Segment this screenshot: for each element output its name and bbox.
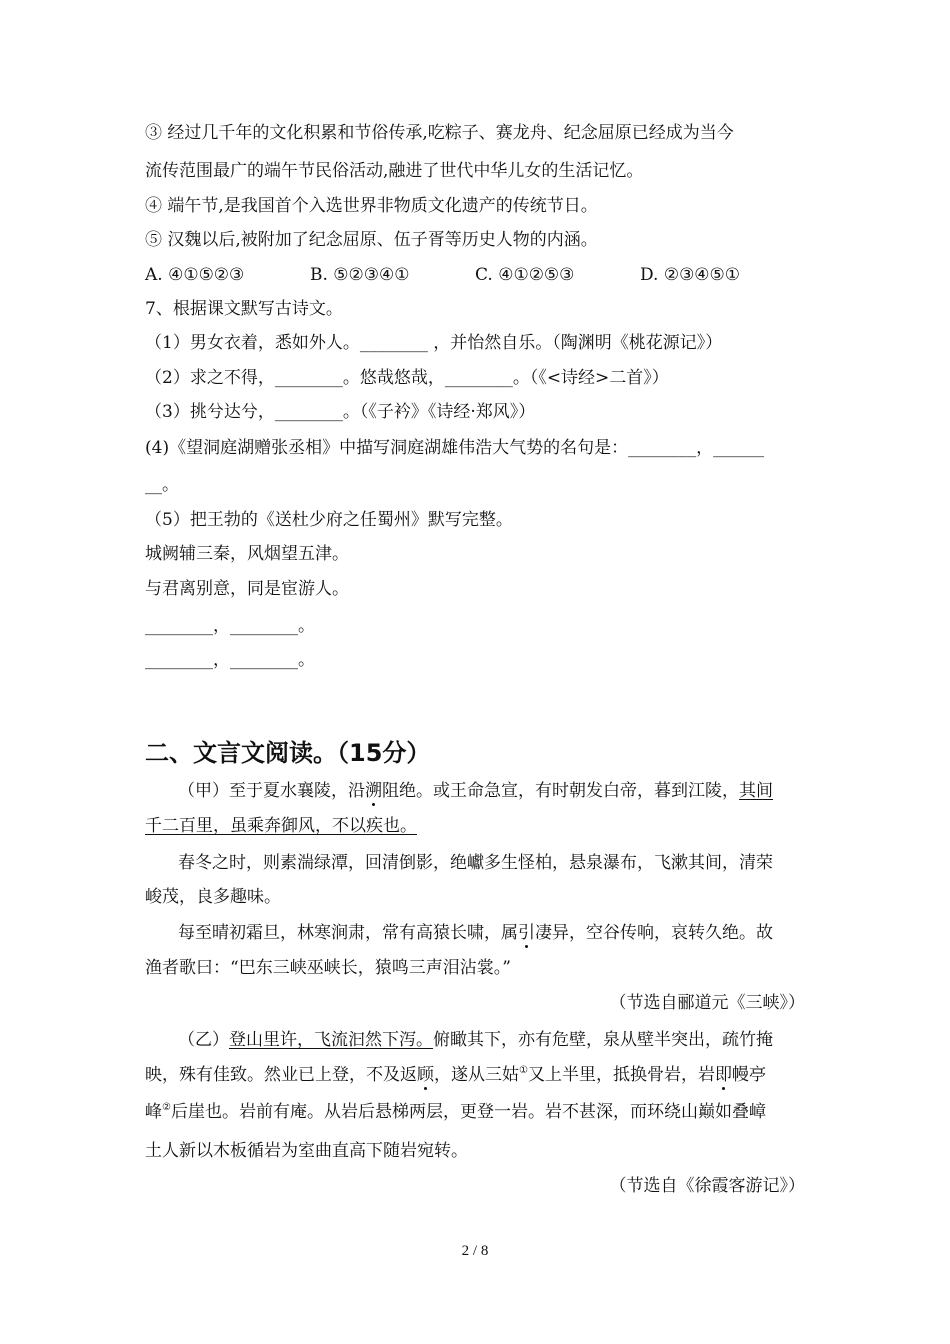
q7-sub2: （2）求之不得，________。悠哉悠哉，________。（《<诗经>二首》） [145, 368, 669, 388]
text-span: （乙） [178, 1030, 229, 1050]
text-span: 凄异，空谷传响，哀转久绝。故 [535, 923, 773, 943]
q6-item5: ⑤ 汉魏以后,被附加了纪念屈原、伍子胥等历史人物的内涵。 [145, 230, 598, 250]
text-span: 每至晴初霜旦，林寒涧肃，常有高猿长啸，属 [178, 923, 518, 943]
blank-line1: ________，________。 [145, 616, 315, 636]
jia-para3-line2: 渔者歌曰：“巴东三峡巫峡长，猿鸣三声泪沾裳。” [145, 958, 511, 978]
yi-line1 [178, 1029, 843, 1051]
yi-source: （节选自《徐霞客游记》） [609, 1176, 805, 1196]
q7-sub4-line2: __。 [145, 475, 179, 495]
jia-para2-line2: 峻茂，良多趣味。 [145, 887, 281, 907]
yi-line4: 土人新以木板循岩为室曲直高下随岩宛转。 [145, 1141, 468, 1161]
underlined-text: 其间 [739, 781, 773, 801]
q7-sub4-line1: (4)《望洞庭湖赠张丞相》中描写洞庭湖雄伟浩大气势的名句是：________，______ [145, 438, 765, 458]
text-span: 映，殊有佳致。然业已上登，不及返 [145, 1065, 417, 1085]
section-title: 二、文言文阅读。（15分） [145, 739, 431, 767]
text-span: 峰 [145, 1102, 162, 1122]
q7-sub5: （5）把王勃的《送杜少府之任蜀州》默写完整。 [145, 510, 513, 530]
underlined-text: 登山里许，飞流汩然下泻。 [229, 1030, 433, 1050]
text-span: 后崖也。岩前有庵。从岩后悬梯两层，更登一岩。岩不甚深，而环绕山巅如叠嶂 [170, 1102, 766, 1122]
underlined-text: 千二百里，虽乘奔御风，不以疾也。 [145, 816, 417, 836]
text-span: 幔亭 [731, 1065, 766, 1085]
option-a: A. ④①⑤②③ [145, 265, 245, 285]
q7-sub3: （3）挑兮达兮，________。（《子衿》《诗经·郑风》） [145, 402, 536, 422]
q6-item4: ④ 端午节,是我国首个入选世界非物质文化遗产的传统节日。 [145, 196, 598, 216]
text-span: 又上半里，抵换骨岩，岩 [527, 1065, 715, 1085]
text-span: （甲）至于夏水襄陵，沿 [178, 781, 365, 801]
q7-sub1: （1）男女衣着，悉如外人。________ ，并怡然自乐。（陶渊明《桃花源记》） [145, 333, 723, 353]
jia-para1-line1 [178, 780, 843, 802]
dotted-char: 溯 [365, 781, 382, 801]
jia-para3-line1 [178, 922, 843, 944]
dotted-char: 即 [714, 1065, 732, 1085]
yi-line3 [145, 1101, 810, 1123]
yi-line2 [145, 1064, 810, 1086]
text-span: ，遂从三姑 [434, 1065, 519, 1085]
dotted-char: 顾 [417, 1065, 434, 1085]
poem-line2: 与君离别意，同是宦游人。 [145, 579, 349, 599]
q7-title: 7、根据课文默写古诗文。 [145, 299, 343, 319]
text-span: 俯瞰其下，亦有危壁，泉从壁半突出，疏竹掩 [433, 1030, 773, 1050]
option-b: B. ⑤②③④① [310, 265, 410, 285]
text-span: 阻绝。或王命急宣，有时朝发白帝，暮到江陵， [382, 781, 739, 801]
option-d: D. ②③④⑤① [640, 265, 741, 285]
footnote-mark: ① [519, 1065, 528, 1076]
dotted-char: 引 [518, 923, 535, 943]
blank-line2: ________，________。 [145, 650, 315, 670]
page-number: 2 / 8 [461, 1243, 489, 1259]
q6-item3-line1: ③ 经过几千年的文化积累和节俗传承,吃粽子、赛龙舟、纪念屈原已经成为当今 [145, 123, 734, 143]
poem-line1: 城阙辅三秦，风烟望五津。 [145, 544, 349, 564]
footnote-mark: ② [162, 1102, 171, 1113]
q6-item3-line2: 流传范围最广的端午节民俗活动,融进了世代中华儿女的生活记忆。 [145, 161, 644, 181]
jia-source: （节选自郦道元《三峡》） [609, 993, 805, 1013]
option-c: C. ④①②⑤③ [475, 265, 575, 285]
jia-para2-line1: 春冬之时，则素湍绿潭，回清倒影，绝巘多生怪柏，悬泉瀑布，飞漱其间，清荣 [178, 853, 773, 873]
jia-para1-line2 [145, 815, 810, 837]
